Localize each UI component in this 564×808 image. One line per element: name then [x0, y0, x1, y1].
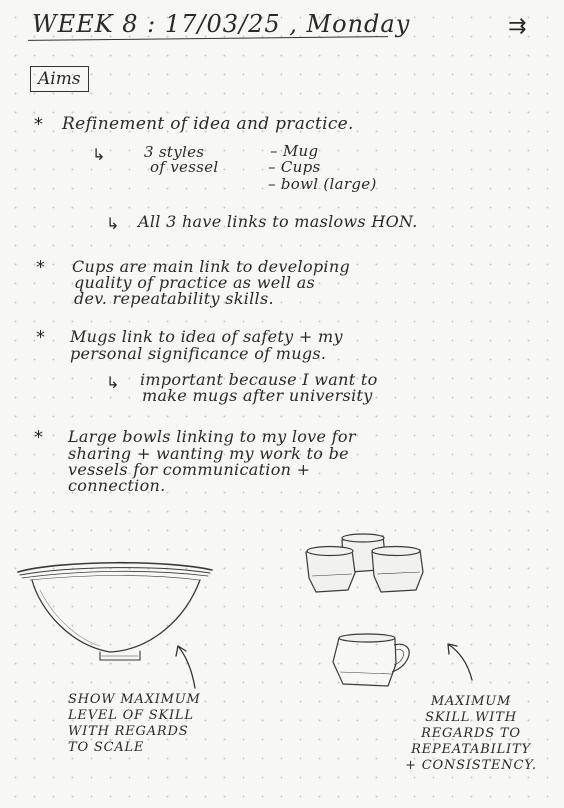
bullet-mugs: Mugs link to idea of safety + my: [70, 327, 343, 346]
caption-cups-line4: REPEATABILITY: [411, 742, 531, 757]
cups-sketch: [306, 534, 423, 592]
vessel-label-line2: of vessel: [150, 158, 219, 176]
caption-cups-line5: + CONSISTENCY.: [405, 758, 537, 773]
star-bullet-icon: *: [34, 114, 43, 135]
page-title: WEEK 8 : 17/03/25 , Monday: [32, 10, 411, 38]
caption-bowl: [68, 692, 201, 756]
mugs-reason-line1: important because I want to: [140, 370, 378, 389]
star-bullet-icon: *: [34, 427, 43, 448]
maslow-link-line: All 3 have links to maslows HON.: [138, 212, 418, 231]
vessel-label-line1: 3 styles: [144, 143, 205, 161]
caption-cups-mug: [396, 694, 546, 774]
bullet-refinement: Refinement of idea and practice.: [62, 114, 354, 134]
caption-cups-line1: MAXIMUM: [430, 694, 512, 709]
bullet-bowls-line2: sharing + wanting my work to be: [68, 444, 349, 463]
bullet-cups-line3: dev. repeatability skills.: [74, 289, 274, 308]
bullet-mugs-line2: personal significance of mugs.: [70, 344, 327, 363]
arrow-up-icon: [176, 646, 195, 688]
caption-bowl-line2: LEVEL OF SKILL: [68, 708, 194, 723]
bullet-bowls-line3: vessels for communication +: [68, 460, 311, 479]
bullet-cups: Cups are main link to developing: [72, 257, 350, 276]
bullet-bowls-line4: connection.: [68, 476, 166, 495]
vessel-item-bowl: – bowl (large): [268, 175, 377, 193]
arrow-right-hook-icon: ↳: [92, 145, 106, 164]
star-bullet-icon: *: [36, 257, 45, 278]
caption-cups-line2: SKILL WITH: [425, 710, 517, 725]
caption-bowl-line1: SHOW MAXIMUM: [68, 692, 201, 707]
arrow-up-icon: [448, 644, 472, 680]
vessel-item-cups: – Cups: [268, 158, 321, 176]
caption-bowl-line3: WITH REGARDS: [68, 724, 189, 739]
mug-sketch: [333, 634, 409, 686]
mugs-reason-line2: make mugs after university: [142, 386, 373, 405]
double-arrow-icon: ⇉: [508, 14, 527, 39]
bullet-bowls: Large bowls linking to my love for: [68, 427, 356, 446]
caption-cups-line3: REGARDS TO: [421, 726, 521, 741]
bowl-sketch: [18, 563, 212, 660]
bullet-cups-line2: quality of practice as well as: [74, 273, 316, 292]
star-bullet-icon: *: [36, 327, 45, 348]
aims-label: Aims: [30, 66, 89, 92]
caption-bowl-line4: TO SCALE: [68, 740, 145, 755]
vessel-item-mug: – Mug: [270, 142, 319, 160]
arrow-right-hook-icon: ↳: [106, 373, 120, 392]
arrow-right-hook-icon: ↳: [106, 214, 120, 233]
